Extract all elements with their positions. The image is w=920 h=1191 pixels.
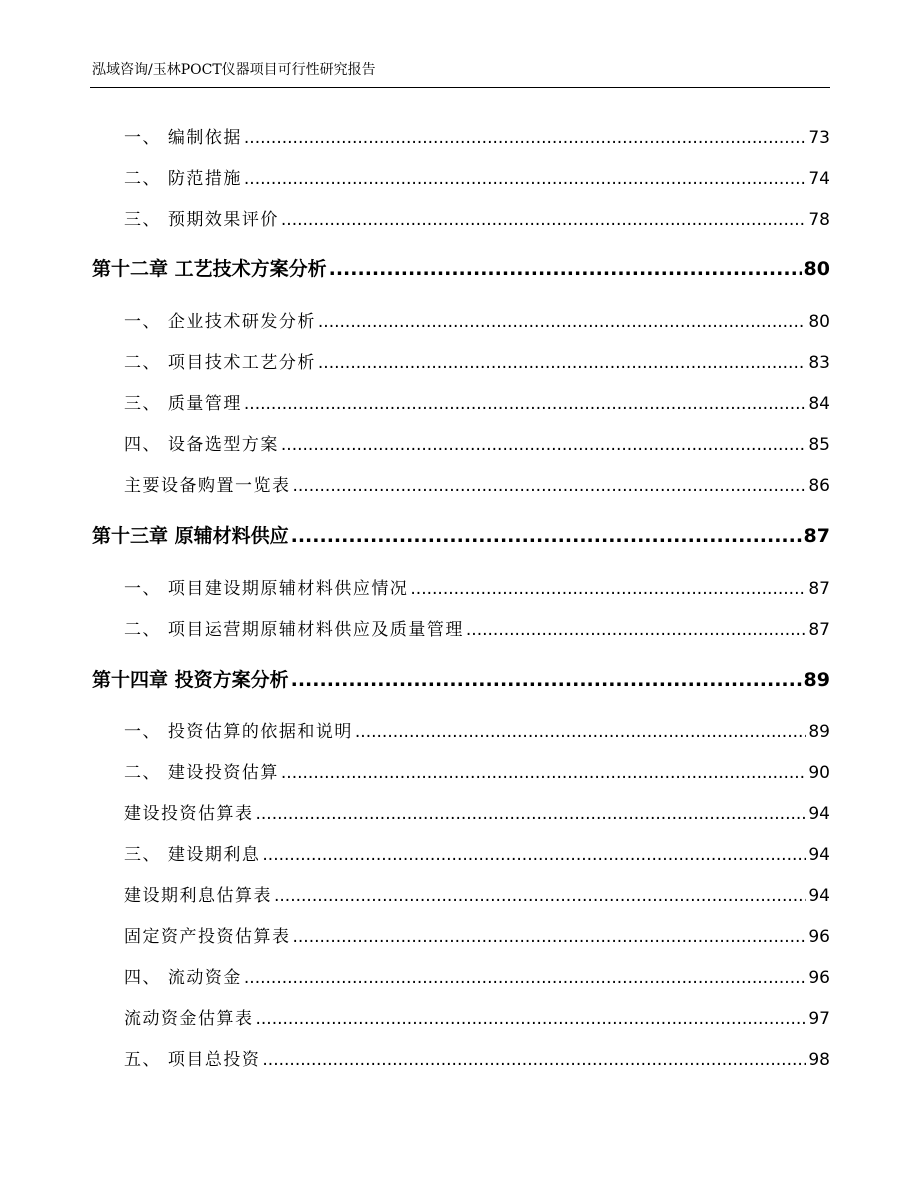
toc-entry-title: 流动资金估算表 bbox=[124, 1009, 254, 1029]
toc-entry-page: 98 bbox=[808, 1050, 830, 1070]
toc-leader-dots bbox=[244, 169, 806, 189]
toc-leader-dots bbox=[244, 394, 806, 414]
toc-entry-title: 建设投资估算表 bbox=[124, 804, 254, 824]
toc-leader-dots bbox=[291, 669, 802, 691]
toc-chapter-title: 第十三章 原辅材料供应 bbox=[92, 525, 289, 547]
toc-entry[interactable] bbox=[124, 615, 830, 641]
toc-entry-title: 三、 建设期利息 bbox=[124, 845, 261, 865]
toc-entry-title: 三、 预期效果评价 bbox=[124, 210, 279, 230]
toc-entry-page: 97 bbox=[808, 1009, 830, 1029]
toc-entry[interactable] bbox=[124, 164, 830, 190]
toc-entry[interactable] bbox=[124, 123, 830, 149]
toc-chapter-entry[interactable] bbox=[92, 254, 830, 282]
toc-entry-page: 94 bbox=[808, 845, 830, 865]
toc-entry[interactable] bbox=[124, 758, 830, 784]
toc-leader-dots bbox=[281, 763, 806, 783]
toc-entry-page: 78 bbox=[808, 210, 830, 230]
toc-leader-dots bbox=[244, 128, 806, 148]
toc-entry[interactable] bbox=[124, 430, 830, 456]
toc-chapter-entry[interactable] bbox=[92, 521, 830, 549]
toc-leader-dots bbox=[256, 804, 807, 824]
toc-leader-dots bbox=[329, 258, 802, 280]
toc-leader-dots bbox=[293, 927, 807, 947]
toc-leader-dots bbox=[318, 312, 806, 332]
toc-entry-page: 87 bbox=[808, 620, 830, 640]
header-divider bbox=[90, 87, 830, 88]
toc-leader-dots bbox=[244, 968, 806, 988]
toc-leader-dots bbox=[262, 1050, 806, 1070]
toc-entry[interactable] bbox=[124, 348, 830, 374]
toc-entry-page: 80 bbox=[808, 312, 830, 332]
toc-entry[interactable] bbox=[124, 840, 830, 866]
toc-entry-title: 三、 质量管理 bbox=[124, 394, 242, 414]
toc-leader-dots bbox=[466, 620, 806, 640]
toc-chapter-page: 89 bbox=[803, 669, 830, 691]
toc-leader-dots bbox=[410, 579, 806, 599]
toc-chapter-title: 第十二章 工艺技术方案分析 bbox=[92, 258, 327, 280]
page-header-title: 泓域咨询/玉林POCT仪器项目可行性研究报告 bbox=[92, 62, 376, 78]
toc-chapter-page: 87 bbox=[803, 525, 830, 547]
toc-entry-title: 四、 设备选型方案 bbox=[124, 435, 279, 455]
toc-entry-title: 五、 项目总投资 bbox=[124, 1050, 261, 1070]
toc-entry-page: 96 bbox=[808, 968, 830, 988]
toc-leader-dots bbox=[256, 1009, 807, 1029]
toc-entry-title: 二、 项目技术工艺分析 bbox=[124, 353, 316, 373]
toc-chapter-page: 80 bbox=[803, 258, 830, 280]
toc-entry-page: 96 bbox=[808, 927, 830, 947]
toc-entry-title: 二、 防范措施 bbox=[124, 169, 242, 189]
toc-leader-dots bbox=[291, 525, 802, 547]
toc-entry[interactable] bbox=[124, 205, 830, 231]
toc-entry[interactable] bbox=[124, 471, 830, 497]
toc-entry-title: 二、 项目运营期原辅材料供应及质量管理 bbox=[124, 620, 464, 640]
toc-entry-title: 一、 项目建设期原辅材料供应情况 bbox=[124, 579, 409, 599]
toc-entry-title: 主要设备购置一览表 bbox=[124, 476, 291, 496]
toc-entry[interactable] bbox=[124, 922, 830, 948]
toc-entry-page: 89 bbox=[808, 722, 830, 742]
toc-entry-page: 83 bbox=[808, 353, 830, 373]
toc-entry-page: 85 bbox=[808, 435, 830, 455]
toc-leader-dots bbox=[318, 353, 806, 373]
toc-leader-dots bbox=[293, 476, 807, 496]
toc-leader-dots bbox=[355, 722, 806, 742]
toc-entry-page: 90 bbox=[808, 763, 830, 783]
toc-entry-page: 84 bbox=[808, 394, 830, 414]
toc-entry[interactable] bbox=[124, 717, 830, 743]
toc-leader-dots bbox=[281, 210, 806, 230]
toc-entry[interactable] bbox=[124, 799, 830, 825]
toc-entry-title: 一、 企业技术研发分析 bbox=[124, 312, 316, 332]
toc-entry-title: 一、 投资估算的依据和说明 bbox=[124, 722, 353, 742]
toc-entry-title: 四、 流动资金 bbox=[124, 968, 242, 988]
toc-entry[interactable] bbox=[124, 389, 830, 415]
toc-entry-title: 固定资产投资估算表 bbox=[124, 927, 291, 947]
toc-entry-page: 94 bbox=[808, 804, 830, 824]
toc-entry[interactable] bbox=[124, 1004, 830, 1030]
toc-entry-page: 73 bbox=[808, 128, 830, 148]
toc-entry[interactable] bbox=[124, 574, 830, 600]
toc-entry-title: 二、 建设投资估算 bbox=[124, 763, 279, 783]
toc-entry[interactable] bbox=[124, 307, 830, 333]
toc-entry[interactable] bbox=[124, 963, 830, 989]
toc-entry-title: 一、 编制依据 bbox=[124, 128, 242, 148]
toc-entry[interactable] bbox=[124, 881, 830, 907]
toc-entry-title: 建设期利息估算表 bbox=[124, 886, 272, 906]
toc-chapter-title: 第十四章 投资方案分析 bbox=[92, 669, 289, 691]
toc-chapter-entry[interactable] bbox=[92, 665, 830, 693]
toc-leader-dots bbox=[281, 435, 806, 455]
toc-entry-page: 74 bbox=[808, 169, 830, 189]
toc-leader-dots bbox=[274, 886, 806, 906]
toc-entry-page: 94 bbox=[808, 886, 830, 906]
toc-entry-page: 87 bbox=[808, 579, 830, 599]
toc-entry-page: 86 bbox=[808, 476, 830, 496]
toc-entry[interactable] bbox=[124, 1045, 830, 1071]
toc-leader-dots bbox=[262, 845, 806, 865]
